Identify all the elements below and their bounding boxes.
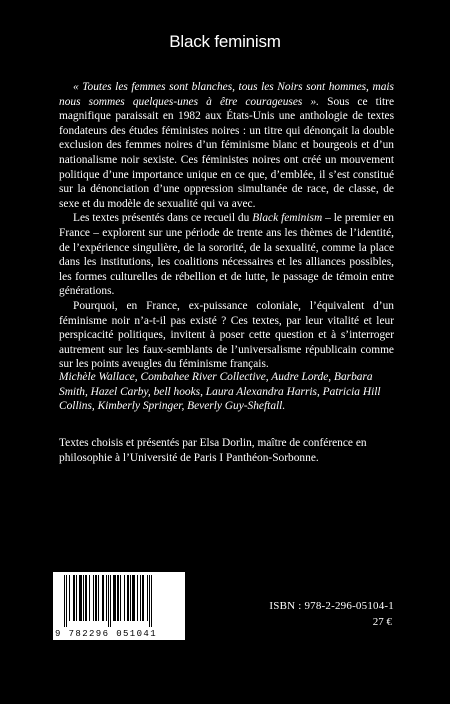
barcode-bar <box>149 575 150 627</box>
barcode-bar <box>132 575 135 621</box>
barcode-bar <box>124 575 125 621</box>
barcode <box>53 572 185 640</box>
barcode-bar <box>142 575 144 621</box>
barcode-bar <box>95 575 97 621</box>
barcode-bar <box>66 575 67 627</box>
barcode-bar <box>89 575 90 621</box>
blurb-paragraph-1-text: Sous ce titre magnifique paraissait en 1982 aux États-Unis une anthologie de textes fondateurs des études féministes noires : un titre qui dénonçait la double exclusion des femmes noires d’un féminisme blanc et bourgeois et d’un nationalisme noir sexiste. Ces féministes noires ont créé un mouvement politique d’une importance unique en ce que, d’emblée, il s’est constitué sur la dénonciation d’une oppression simultanée de race, de classe, de sexe et du modèle de sexualité qui va avec. <box>59 95 394 210</box>
blurb <box>59 80 394 372</box>
blurb-paragraph-2 <box>59 211 394 299</box>
barcode-bar <box>83 575 84 621</box>
opening-quote: « Toutes les femmes sont blanches, tous les Noirs sont hommes, mais nous sommes quelques-unes à être courageuses ». <box>59 81 394 108</box>
barcode-bar <box>151 575 152 627</box>
barcode-bar <box>127 575 129 621</box>
blurb-paragraph-2-text-b: – le premier en France – explorent sur une période de trente ans les thèmes de l’identité, de l’expérience singulière, de la sororité, de la sexualité, comme la place dans les institutions, les coalitions nécessaires et les alliances possibles, les formes culturelles de rébellion et de lutte, le passage de témoin entre générations. <box>59 212 394 298</box>
barcode-bar <box>130 575 131 621</box>
barcode-bars <box>62 575 176 627</box>
barcode-bar <box>140 575 141 621</box>
barcode-bar <box>108 575 109 627</box>
barcode-bar <box>64 575 65 627</box>
barcode-bar <box>137 575 138 621</box>
barcode-bar <box>98 575 99 621</box>
barcode-bar <box>76 575 77 621</box>
barcode-bar <box>73 575 75 621</box>
barcode-bar <box>102 575 104 621</box>
barcode-digits: 9 782296 051041 <box>55 629 158 639</box>
editor-credits: Textes choisis et présentés par Elsa Dorlin, maître de conférence en philosophie à l’Université de Paris I Panthéon-Sorbonne. <box>59 437 367 464</box>
barcode-bar <box>113 575 116 621</box>
book-title: Black feminism <box>169 32 281 51</box>
barcode-bar <box>106 575 107 621</box>
book-title-inline: Black feminism <box>252 212 323 225</box>
barcode-bar <box>117 575 119 621</box>
blurb-paragraph-3: Pourquoi, en France, ex-puissance coloniale, l’équivalent d’un féminisme noir n’a-t-il pas existé ? Ces textes, par leur vitalité et leur perspicacité politiques, invitent à poser cette question et à s’interroger autrement sur les faux-semblants de l’universalisme républicain comme sur les points aveugles du féminisme français. <box>59 299 394 371</box>
barcode-bar <box>147 575 148 621</box>
barcode-bar <box>85 575 87 621</box>
barcode-bar <box>120 575 121 621</box>
barcode-bar <box>69 575 70 621</box>
barcode-bar <box>79 575 82 621</box>
price: 27 € <box>372 616 392 628</box>
barcode-bar <box>110 575 111 627</box>
isbn: ISBN : 978-2-296-05104-1 <box>269 600 394 612</box>
blurb-paragraph-1 <box>59 80 394 211</box>
barcode-bar <box>93 575 94 621</box>
blurb-paragraph-2-text-a: Les textes présentés dans ce recueil du <box>73 212 253 225</box>
author-list: Michèle Wallace, Combahee River Collective, Audre Lorde, Barbara Smith, Hazel Carby, bell hooks, Laura Alexandra Harris, Patricia Hill Collins, Kimberly Springer, Beverly Guy-Sheftall. <box>59 371 381 413</box>
